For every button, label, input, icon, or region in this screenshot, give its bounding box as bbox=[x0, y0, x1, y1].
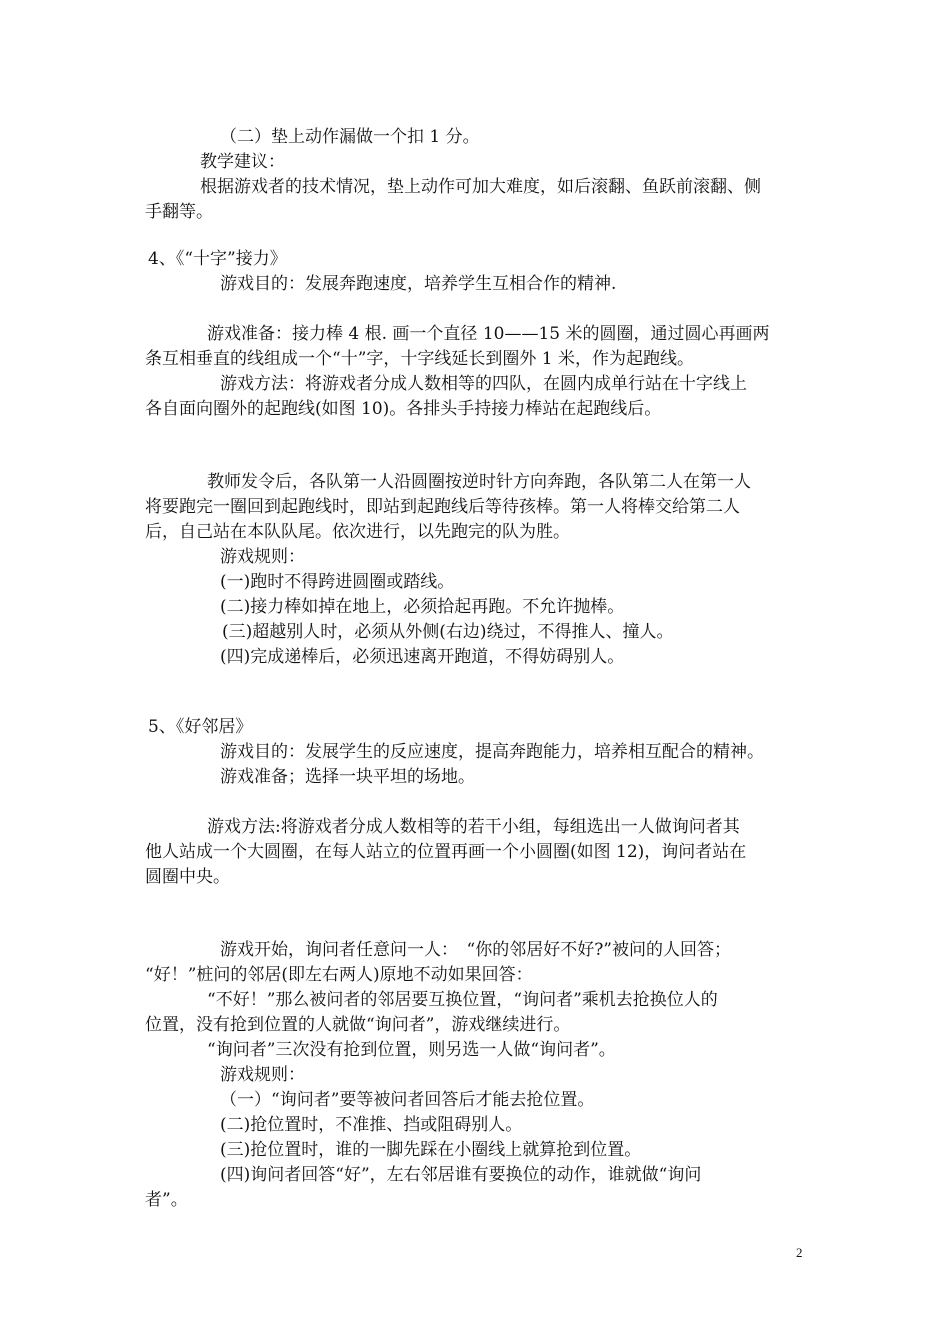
text-line: 游戏规则： bbox=[220, 547, 305, 567]
text-line: (三)抢位置时，谁的一脚先踩在小圈线上就算抢到位置。 bbox=[220, 1140, 642, 1160]
text-line: 游戏方法：将游戏者分成人数相等的四队，在圆内成单行站在十字线上 bbox=[220, 374, 747, 394]
text-line: （一）“询问者”要等被问者回答后才能去抢位置。 bbox=[220, 1090, 595, 1110]
text-line: “好！”桩问的邻居(即左右两人)原地不动如果回答： bbox=[145, 965, 533, 985]
text-line: (一)跑时不得跨进圆圈或踏线。 bbox=[220, 572, 455, 592]
text-line: 游戏目的：发展学生的反应速度，提高奔跑能力，培养相互配合的精神。 bbox=[220, 742, 764, 762]
text-line: (四)询问者回答“好”，左右邻居谁有要换位的动作，谁就做“询问 bbox=[220, 1165, 702, 1185]
text-line: 条互相垂直的线组成一个“十”字，十字线延长到圈外 1 米，作为起跑线。 bbox=[145, 349, 695, 369]
text-line: 游戏目的：发展奔跑速度，培养学生互相合作的精神. bbox=[220, 274, 617, 294]
text-line: (三)超越别人时，必须从外侧(右边)绕过，不得推人、撞人。 bbox=[222, 622, 674, 642]
text-line: (二)接力棒如掉在地上，必须拾起再跑。不允许抛棒。 bbox=[220, 597, 625, 617]
text-line: （二）垫上动作漏做一个扣 1 分。 bbox=[220, 127, 480, 147]
text-line: 游戏准备：接力棒 4 根. 画一个直径 10——15 米的圆圈，通过圆心再画两 bbox=[207, 324, 770, 344]
text-line: (二)抢位置时，不准推、挡或阻碍别人。 bbox=[220, 1115, 523, 1135]
text-line: “不好！”那么被问者的邻居要互换位置，“询问者”乘机去抢换位人的 bbox=[207, 990, 718, 1010]
text-line: 他人站成一个大圆圈，在每人站立的位置再画一个小圆圈(如图 12)，询问者站在 bbox=[145, 842, 747, 862]
page-number: 2 bbox=[796, 1245, 803, 1260]
text-line: 者”。 bbox=[145, 1190, 188, 1210]
text-line: 圆圈中央。 bbox=[145, 867, 230, 887]
text-line: 手翻等。 bbox=[145, 202, 213, 222]
text-line: 将要跑完一圈回到起跑线时，即站到起跑线后等待孩棒。第一人将棒交给第二人 bbox=[145, 497, 740, 517]
text-line: 游戏规则： bbox=[220, 1065, 305, 1085]
text-line: 游戏开始，询问者任意问一人： “你的邻居好不好?”被问的人回答； bbox=[220, 940, 731, 960]
text-line: 游戏方法:将游戏者分成人数相等的若干小组，每组选出一人做询问者其 bbox=[207, 817, 740, 837]
text-line: 教师发令后，各队第一人沿圆圈按逆时针方向奔跑，各队第二人在第一人 bbox=[207, 472, 751, 492]
text-line: 各自面向圈外的起跑线(如图 10)。各排头手持接力棒站在起跑线后。 bbox=[145, 399, 662, 419]
section-heading: 4、《“十字”接力》 bbox=[148, 249, 287, 269]
text-line: 根据游戏者的技术情况，垫上动作可加大难度，如后滚翻、鱼跃前滚翻、侧 bbox=[200, 177, 761, 197]
text-line: 后，自己站在本队队尾。依次进行，以先跑完的队为胜。 bbox=[145, 522, 570, 542]
section-heading: 5、《好邻居》 bbox=[148, 717, 253, 737]
text-line: 位置，没有抢到位置的人就做“询问者”，游戏继续进行。 bbox=[145, 1015, 571, 1035]
text-line: (四)完成递棒后，必须迅速离开跑道，不得妨碍别人。 bbox=[220, 647, 625, 667]
text-line: 游戏准备；选择一块平坦的场地。 bbox=[220, 767, 475, 787]
text-line: 教学建议： bbox=[200, 152, 285, 172]
text-line: “询问者”三次没有抢到位置，则另选一人做“询问者”。 bbox=[207, 1040, 616, 1060]
